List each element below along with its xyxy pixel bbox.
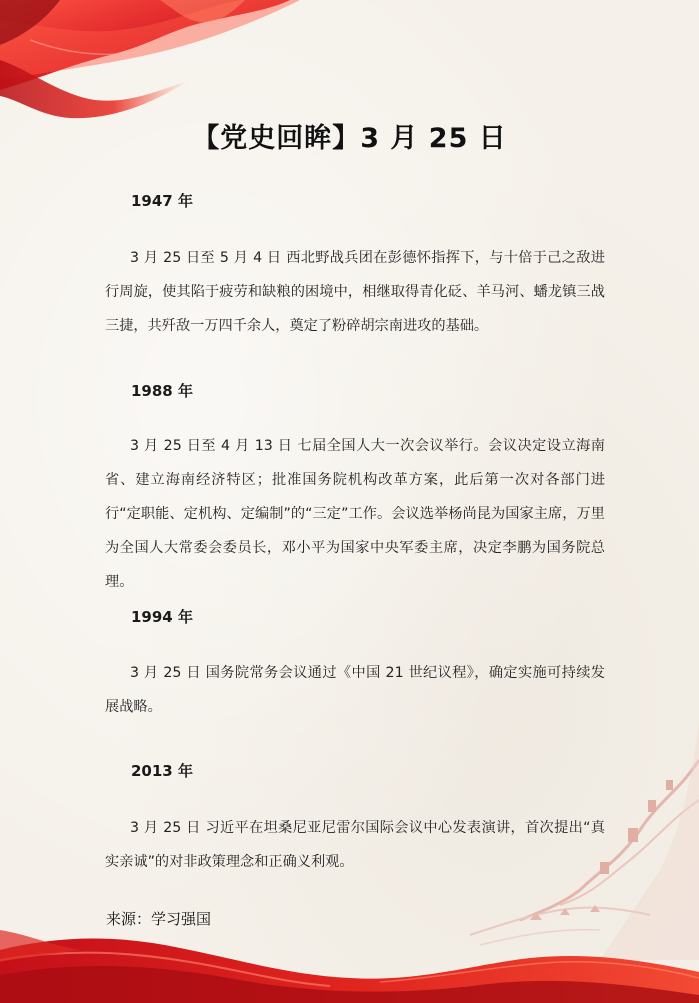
source-label: 来源：学习强国 [106, 910, 212, 928]
entry-year: 1947 年 [131, 192, 193, 210]
entry-text: 3 月 25 日 国务院常务会议通过《中国 21 世纪议程》，确定实施可持续发展战略。 [105, 665, 605, 715]
entry-text: 3 月 25 日至 5 月 4 日 西北野战兵团在彭德怀指挥下，与十倍于己之敌进行周旋，使其陷于疲劳和缺粮的困境中，相继取得青化砭、羊马河、蟠龙镇三战三捷，共歼敌一万四千余人，奠定了粉碎胡宗南进攻的基础。 [105, 250, 605, 334]
entry-text: 3 月 25 日至 4 月 13 日 七届全国人大一次会议举行。会议决定设立海南省、建立海南经济特区；批准国务院机构改革方案，此后第一次对各部门进行“定职能、定机构、定编制”的“三定”工作。会议选举杨尚昆为国家主席，万里为全国人大常委会委员长，邓小平为国家中央军委主席，决定李鹏为国务院总理。 [105, 438, 605, 590]
page-title: 【党史回眸】3 月 25 日 [192, 123, 507, 154]
entry-year: 1988 年 [131, 382, 193, 400]
entry-text: 3 月 25 日 习近平在坦桑尼亚尼雷尔国际会议中心发表演讲，首次提出“真实亲诚”的对非政策理念和正确义利观。 [105, 820, 605, 870]
entry-year: 2013 年 [131, 762, 193, 780]
entry-year: 1994 年 [131, 608, 193, 626]
